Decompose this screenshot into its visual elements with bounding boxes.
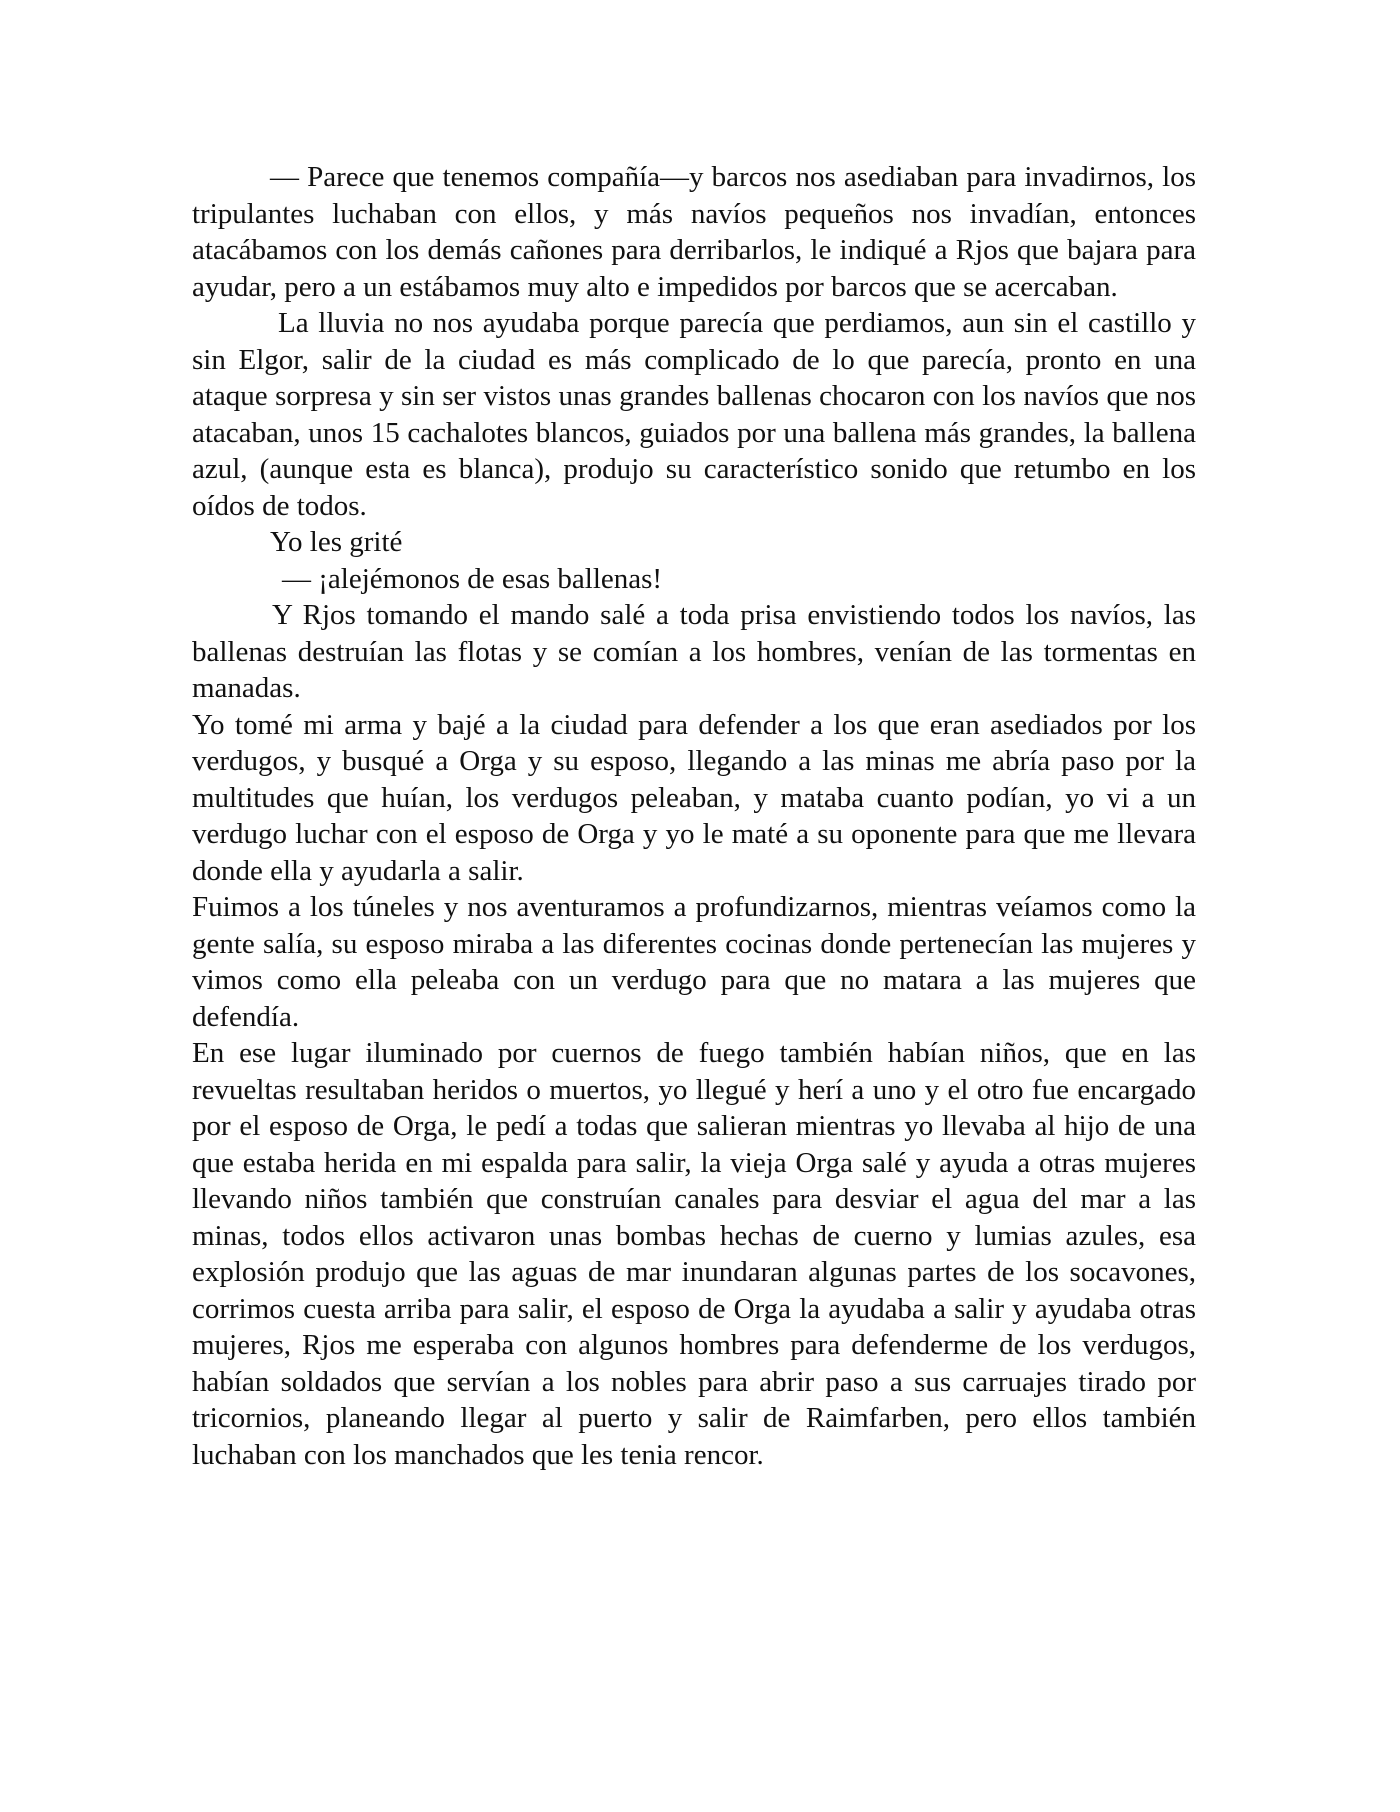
paragraph-rjos-command: Y Rjos tomando el mando salé a toda prisa envistiendo todos los navíos, las ballenas destruían las flotas y se comían a los hombres, venían de las tormentas en manadas. <box>192 599 1196 704</box>
document-body <box>192 159 1196 1473</box>
paragraph-dialogue-company: — Parece que tenemos compañía—y barcos nos asediaban para invadirnos, los tripulantes luchaban con ellos, y más navíos pequeños nos invadían, entonces atacábamos con los demás cañones para derribarlos, le indiqué a Rjos que bajara para ayudar, pero a un estábamos muy alto e impedidos por barcos que se acercaban. <box>192 161 1196 303</box>
paragraph-city-defense: Yo tomé mi arma y bajé a la ciudad para defender a los que eran asediados por los verdugos, y busqué a Orga y su esposo, llegando a las minas me abría paso por la multitudes que huían, los verdugos peleaban, y mataba cuanto podían, yo vi a un verdugo luchar con el esposo de Orga y yo le maté a su oponente para que me llevara donde ella y ayudarla a salir. <box>192 708 1196 887</box>
paragraph-escape: En ese lugar iluminado por cuernos de fuego también habían niños, que en las revueltas resultaban heridos o muertos, yo llegué y herí a uno y el otro fue encargado por el esposo de Orga, le pedí a todas que salieran mientras yo llevaba al hijo de una que estaba herida en mi espalda para salir, la vieja Orga salé y ayuda a otras mujeres llevando niños también que construían canales para desviar el agua del mar a las minas, todos ellos activaron unas bombas hechas de cuerno y lumias azules, esa explosión produjo que las aguas de mar inundaran algunas partes de los socavones, corrimos cuesta arriba para salir, el esposo de Orga la ayudaba a salir y ayudaba otras mujeres, Rjos me esperaba con algunos hombres para defenderme de los verdugos, habían soldados que servían a los nobles para abrir paso a sus carruajes tirado por tricornios, planeando llegar al puerto y salir de Raimfarben, pero ellos también luchaban con los manchados que les tenia rencor. <box>192 1037 1196 1471</box>
paragraph-dialogue-whales: — ¡alejémonos de esas ballenas! <box>282 562 663 595</box>
paragraph-rain-whales: La lluvia no nos ayudaba porque parecía que perdiamos, aun sin el castillo y sin Elgor, salir de la ciudad es más complicado de lo que parecía, pronto en una ataque sorpresa y sin ser vistos unas grandes ballenas chocaron con los navíos que nos atacaban, unos 15 cachalotes blancos, guiados por una ballena más grandes, la ballena azul, (aunque esta es blanca), produjo su característico sonido que retumbo en los oídos de todos. <box>192 307 1196 522</box>
paragraph-yo-les-grite: Yo les grité <box>270 526 403 558</box>
paragraph-tunnels: Fuimos a los túneles y nos aventuramos a profundizarnos, mientras veíamos como la gente salía, su esposo miraba a las diferentes cocinas donde pertenecían las mujeres y vimos como ella peleaba con un verdugo para que no matara a las mujeres que defendía. <box>192 891 1196 1033</box>
